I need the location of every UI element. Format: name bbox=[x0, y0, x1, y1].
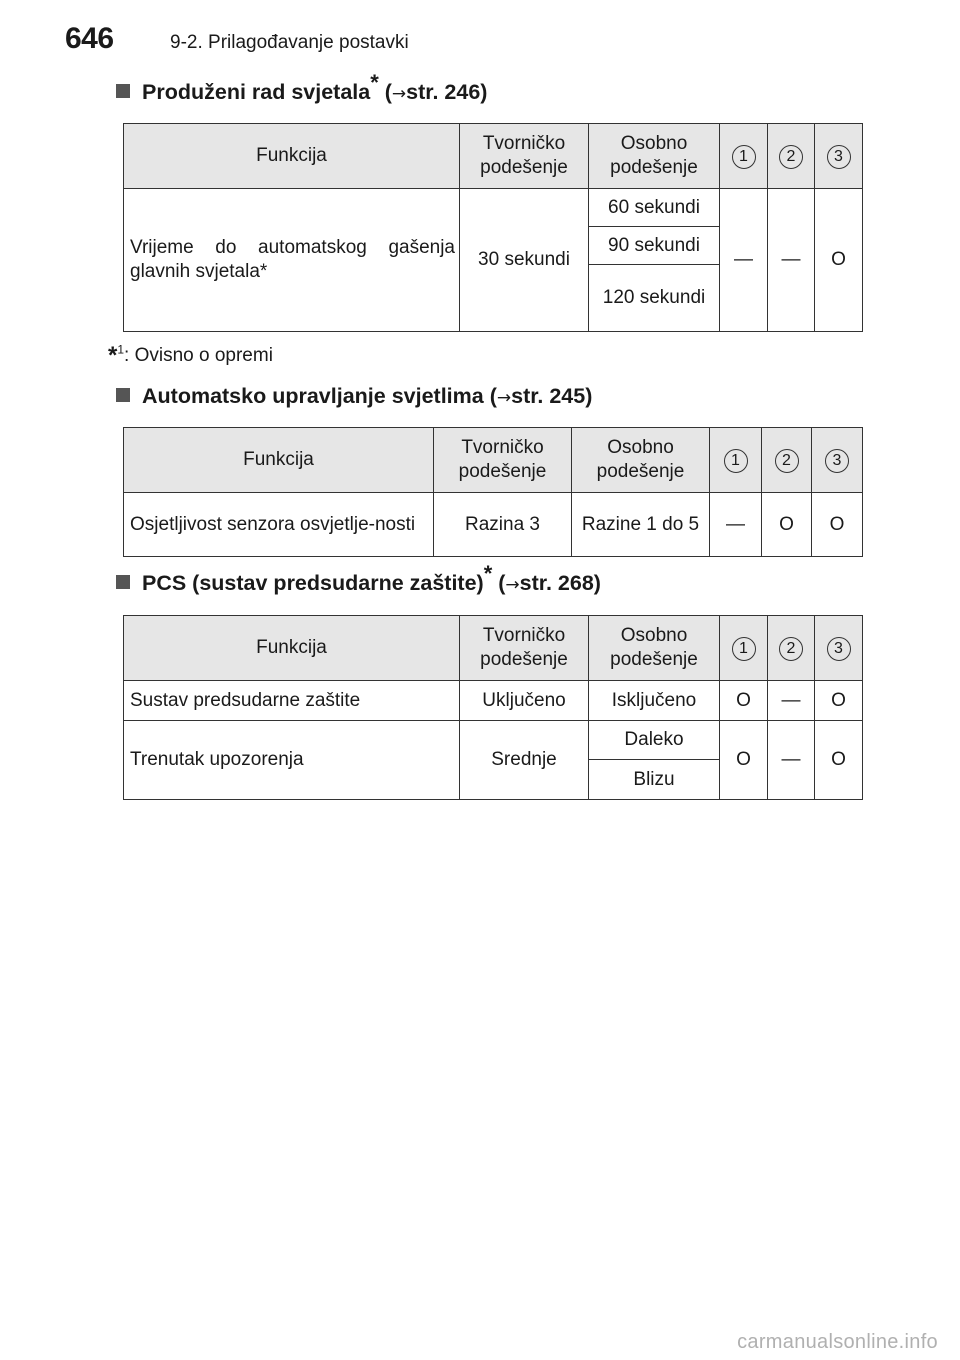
settings-table-auto-lights bbox=[123, 427, 863, 557]
c2-cell: — bbox=[768, 681, 815, 721]
function-cell: Sustav predsudarne zaštite bbox=[124, 681, 460, 721]
table-row bbox=[124, 681, 863, 721]
option-cell: 120 sekundi bbox=[589, 265, 720, 332]
c2-cell: — bbox=[768, 189, 815, 332]
circle-3-icon: 3 bbox=[827, 637, 851, 661]
section-heading-auto-lights: Automatsko upravljanje svjetlima (→str. 245) bbox=[116, 384, 592, 409]
c1-cell: — bbox=[720, 189, 768, 332]
circle-3-icon: 3 bbox=[827, 145, 851, 169]
circle-2-icon: 2 bbox=[775, 449, 799, 473]
page-reference-link[interactable]: str. 245) bbox=[511, 384, 593, 408]
default-cell: Uključeno bbox=[460, 681, 589, 721]
option-cell: 60 sekundi bbox=[589, 189, 720, 227]
circle-1-icon: 1 bbox=[732, 637, 756, 661]
col-header-personal: Osobno podešenje bbox=[572, 428, 710, 493]
page-reference-link[interactable]: str. 246) bbox=[406, 80, 488, 104]
option-cell: Blizu bbox=[589, 760, 720, 800]
col-header-default: Tvorničko podešenje bbox=[460, 124, 589, 189]
option-cell: Isključeno bbox=[589, 681, 720, 721]
square-bullet-icon bbox=[116, 388, 130, 402]
arrow-right-icon: → bbox=[391, 84, 407, 104]
watermark: carmanualsonline.info bbox=[737, 1331, 938, 1353]
square-bullet-icon bbox=[116, 575, 130, 589]
table-row bbox=[124, 493, 863, 557]
arrow-right-icon: → bbox=[496, 388, 512, 408]
default-cell: Razina 3 bbox=[434, 493, 572, 557]
circle-3-icon: 3 bbox=[825, 449, 849, 473]
page-reference-link[interactable]: str. 268) bbox=[519, 571, 601, 595]
settings-table-extended-lights bbox=[123, 123, 863, 332]
col-header-function: Funkcija bbox=[124, 616, 460, 681]
function-cell: Vrijeme do automatskog gašenja glavnih svjetala* bbox=[124, 189, 460, 332]
default-cell: 30 sekundi bbox=[460, 189, 589, 332]
circle-2-icon: 2 bbox=[779, 145, 803, 169]
table-row bbox=[124, 189, 863, 227]
circle-2-icon: 2 bbox=[779, 637, 803, 661]
c1-cell: O bbox=[720, 721, 768, 800]
table-row bbox=[124, 721, 863, 760]
c3-cell: O bbox=[815, 189, 863, 332]
option-cell: Razine 1 do 5 bbox=[572, 493, 710, 557]
col-header-default: Tvorničko podešenje bbox=[434, 428, 572, 493]
c1-cell: O bbox=[720, 681, 768, 721]
table-header-row bbox=[124, 616, 863, 681]
circle-1-icon: 1 bbox=[732, 145, 756, 169]
function-cell: Osjetljivost senzora osvjetlje-nosti bbox=[124, 493, 434, 557]
col-header-function: Funkcija bbox=[124, 428, 434, 493]
c3-cell: O bbox=[815, 721, 863, 800]
circle-1-icon: 1 bbox=[724, 449, 748, 473]
square-bullet-icon bbox=[116, 84, 130, 98]
option-cell: Daleko bbox=[589, 721, 720, 760]
section-heading-pcs: PCS (sustav predsudarne zaštite)* (→str. 268) bbox=[116, 571, 601, 596]
c2-cell: O bbox=[762, 493, 812, 557]
table-header-row bbox=[124, 428, 863, 493]
arrow-right-icon: → bbox=[505, 575, 520, 595]
col-header-default: Tvorničko podešenje bbox=[460, 616, 589, 681]
c3-cell: O bbox=[812, 493, 863, 557]
c1-cell: — bbox=[710, 493, 762, 557]
page-number: 646 bbox=[65, 22, 114, 55]
c3-cell: O bbox=[815, 681, 863, 721]
col-header-personal: Osobno podešenje bbox=[589, 616, 720, 681]
section-heading-extended-lights: Produženi rad svjetala* (→str. 246) bbox=[116, 80, 487, 105]
col-header-function: Funkcija bbox=[124, 124, 460, 189]
chapter-title: 9-2. Prilagođavanje postavki bbox=[170, 32, 409, 53]
col-header-personal: Osobno podešenje bbox=[589, 124, 720, 189]
table-header-row bbox=[124, 124, 863, 189]
function-cell: Trenutak upozorenja bbox=[124, 721, 460, 800]
default-cell: Srednje bbox=[460, 721, 589, 800]
footnote: *$^1$: Ovisno o opremi bbox=[108, 342, 273, 369]
c2-cell: — bbox=[768, 721, 815, 800]
option-cell: 90 sekundi bbox=[589, 227, 720, 265]
settings-table-pcs bbox=[123, 615, 863, 800]
